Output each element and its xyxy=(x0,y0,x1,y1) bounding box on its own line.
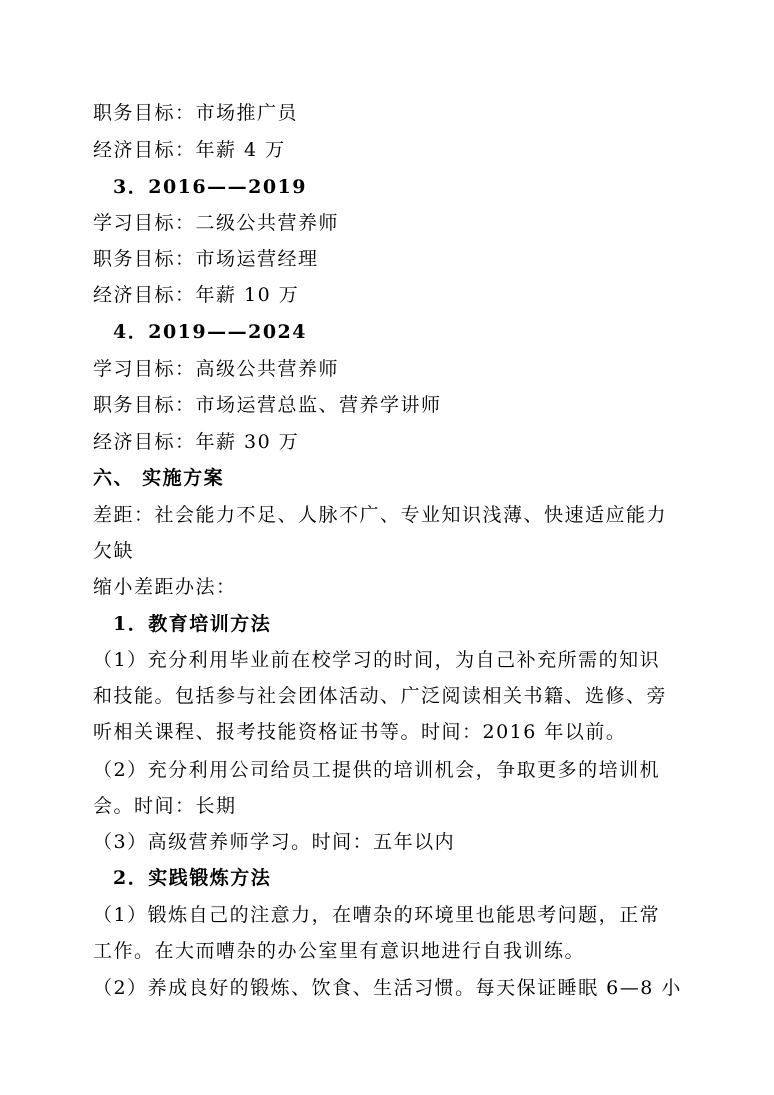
narrow-gap-heading: 缩小差距办法： xyxy=(93,576,237,598)
study-goal-line-3: 学习目标：高级公共营养师 xyxy=(93,358,340,380)
method-heading-2: 2．实践锻炼方法 xyxy=(113,867,272,889)
gap-paragraph-line-1: 差距：社会能力不足、人脉不广、专业知识浅薄、快速适应能力 xyxy=(93,504,668,526)
item-2-1-line-1: （1）锻炼自己的注意力，在嘈杂的环境里也能思考问题，正常 xyxy=(93,904,661,926)
item-1-3-line-1: （3）高级营养师学习。时间：五年以内 xyxy=(93,831,456,853)
job-goal-line-1: 职务目标：市场推广员 xyxy=(93,102,299,124)
item-1-1-line-2: 和技能。包括参与社会团体活动、广泛阅读相关书籍、选修、旁 xyxy=(93,685,668,707)
stage-heading-3: 3．2016——2019 xyxy=(113,176,307,198)
item-2-1-line-2: 工作。在大而嘈杂的办公室里有意识地进行自我训练。 xyxy=(93,940,586,962)
economic-goal-line-2: 经济目标：年薪 10 万 xyxy=(93,284,300,306)
economic-goal-line-1: 经济目标：年薪 4 万 xyxy=(93,139,286,161)
job-goal-line-3: 职务目标：市场运营总监、营养学讲师 xyxy=(93,394,442,416)
study-goal-line-2: 学习目标：二级公共营养师 xyxy=(93,212,340,234)
economic-goal-line-3: 经济目标：年薪 30 万 xyxy=(93,431,300,453)
job-goal-line-2: 职务目标：市场运营经理 xyxy=(93,248,319,270)
item-1-1-line-3: 听相关课程、报考技能资格证书等。时间：2016 年以前。 xyxy=(93,721,627,743)
gap-paragraph-line-2: 欠缺 xyxy=(93,540,135,562)
stage-heading-4: 4．2019——2024 xyxy=(113,321,307,343)
method-heading-1: 1．教育培训方法 xyxy=(113,613,272,635)
section-heading-implementation: 六、 实施方案 xyxy=(93,467,225,489)
item-2-2-line-1: （2）养成良好的锻炼、饮食、生活习惯。每天保证睡眠 6—8 小 xyxy=(93,977,682,999)
item-1-2-line-2: 会。时间：长期 xyxy=(93,795,237,817)
item-1-1-line-1: （1）充分利用毕业前在校学习的时间，为自己补充所需的知识 xyxy=(93,649,661,671)
item-1-2-line-1: （2）充分利用公司给员工提供的培训机会，争取更多的培训机 xyxy=(93,759,661,781)
